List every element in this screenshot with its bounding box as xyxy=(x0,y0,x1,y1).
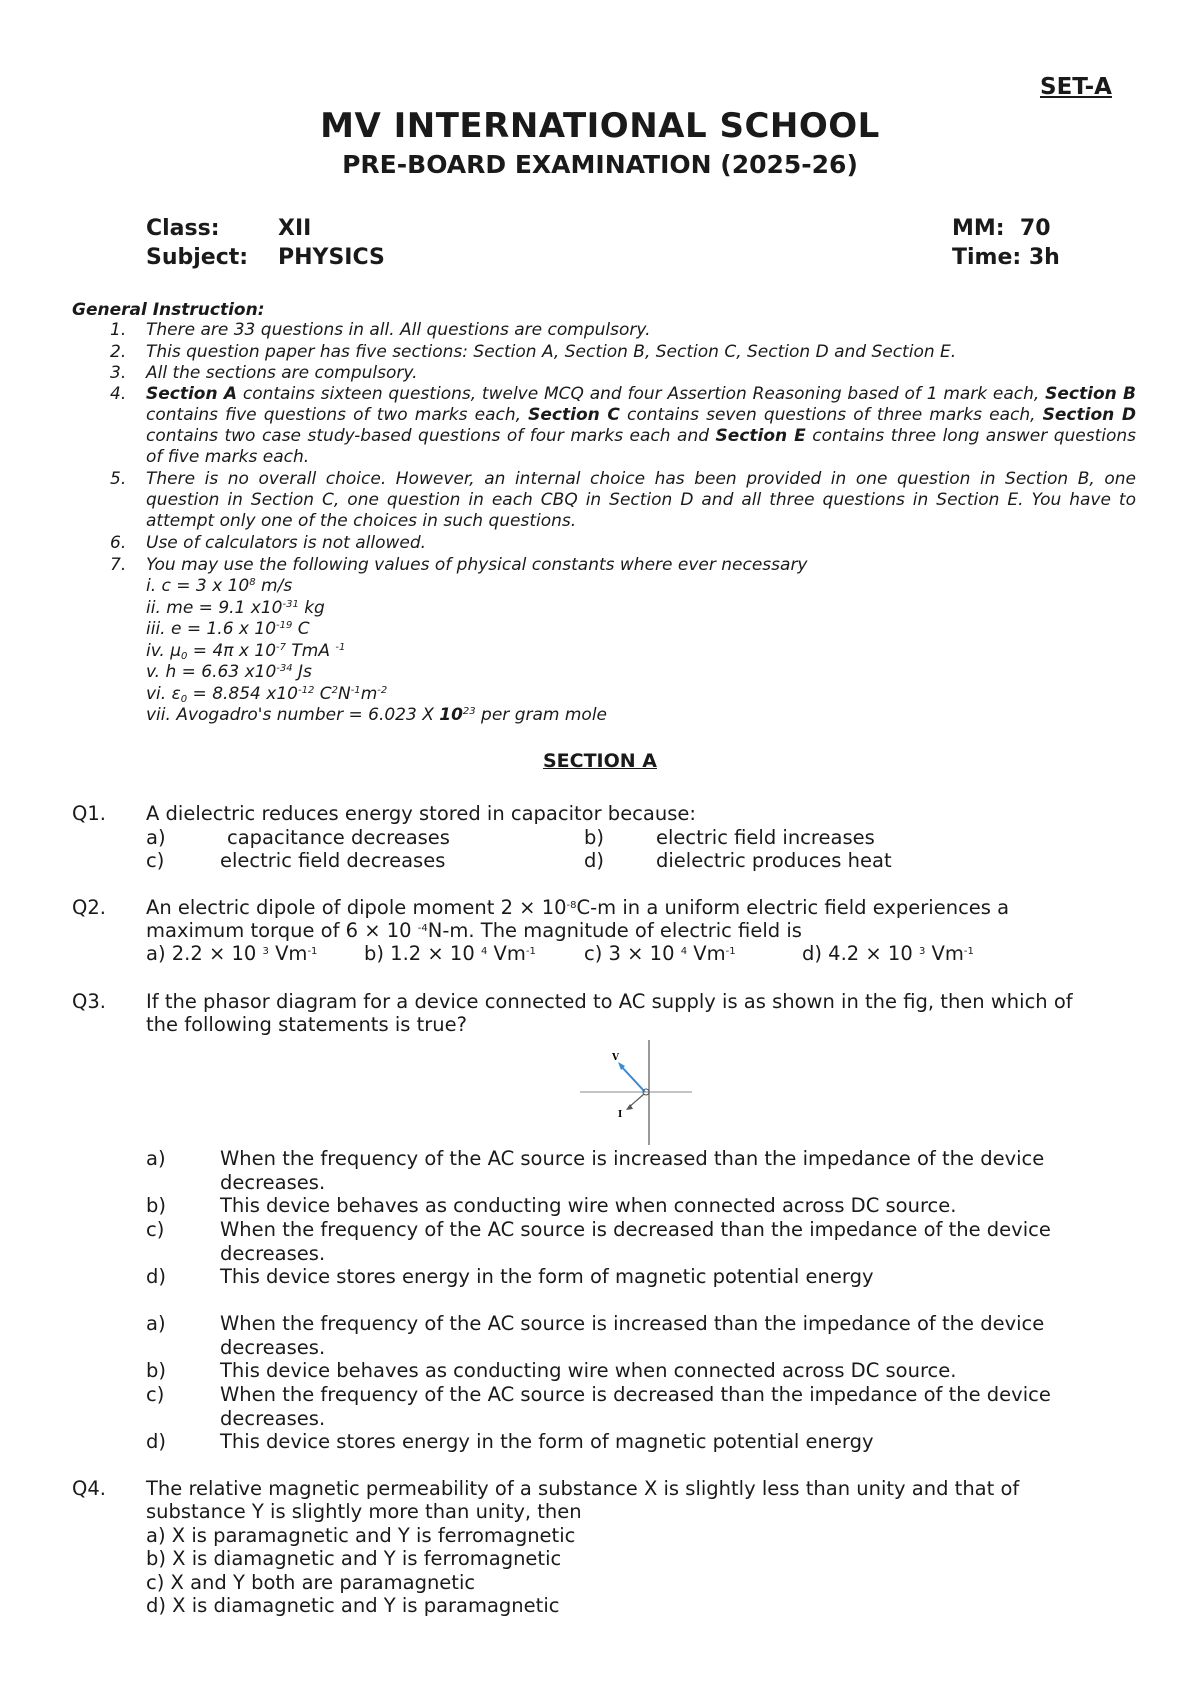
set-label: SET-A xyxy=(1040,74,1112,100)
q3-option-label: c) xyxy=(146,1218,165,1241)
instruction-number: 6. xyxy=(110,533,127,553)
instruction-text: contains seven questions of three marks each, xyxy=(619,405,1043,425)
q1-option-c: electric field decreases xyxy=(220,849,446,872)
instruction-item: There are 33 questions in all. All questions are compulsory. xyxy=(146,320,651,340)
q4-text-line1: The relative magnetic permeability of a substance X is slightly less than unity and that of xyxy=(146,1477,1020,1500)
q2-text-line2: maximum torque of 6 × 10 $^{-4}$N-m. The magnitude of electric field is xyxy=(146,919,802,942)
instruction-item: This question paper has five sections: Section A, Section B, Section C, Section D and Section E. xyxy=(146,342,957,362)
q4-option-c: c) X and Y both are paramagnetic xyxy=(146,1571,476,1594)
q3-option-label: a) xyxy=(146,1147,166,1170)
q3-option-text: This device stores energy in the form of magnetic potential energy xyxy=(220,1265,874,1288)
q3-option-text: This device behaves as conducting wire when connected across DC source. xyxy=(220,1359,957,1382)
q3-number: Q3. xyxy=(72,990,106,1013)
q2-option-d: d) 4.2 × 10 $^3$ $Vm^{-1}$ xyxy=(802,942,974,965)
q2-option-a: a) 2.2 × 10 $^3$ $Vm^{-1}$ xyxy=(146,942,318,965)
q3-option-label: d) xyxy=(146,1430,166,1453)
exam-title: PRE-BOARD EXAMINATION (2025-26) xyxy=(342,150,858,179)
q1-option-b-label: b) xyxy=(584,826,604,849)
voltage-phasor-arrow xyxy=(620,1065,645,1092)
class-value: XII xyxy=(278,216,312,241)
q4-option-b: b) X is diamagnetic and Y is ferromagnetic xyxy=(146,1547,562,1570)
q1-number: Q1. xyxy=(72,802,106,825)
instruction-number: 3. xyxy=(110,363,127,383)
q1-option-a-label: a) xyxy=(146,826,166,849)
instruction-number: 5. xyxy=(110,469,127,489)
instruction-text: contains two case study-based questions of four marks each and xyxy=(146,426,716,446)
instruction-item: All the sections are compulsory. xyxy=(146,363,418,383)
q1-text: A dielectric reduces energy stored in capacitor because: xyxy=(146,802,696,825)
subject-value: PHYSICS xyxy=(278,245,385,270)
section-a-ref: Section A xyxy=(146,384,238,404)
q3-option-text: When the frequency of the AC source is increased than the impedance of the device decreases. xyxy=(220,1147,1045,1194)
q3-option-label: b) xyxy=(146,1194,166,1217)
instruction-item: You may use the following values of physical constants where ever necessary xyxy=(146,555,808,575)
constant-epsilon0: vi. $\varepsilon_0 = 8.854$ $x10^{-12}$ $C^2N^{-1}m^{-2}$ xyxy=(146,684,388,705)
q2-option-c: c) 3 × 10 $^4$ $Vm^{-1}$ xyxy=(584,942,736,965)
q3-text-line2: the following statements is true? xyxy=(146,1013,467,1036)
q3-option-label: a) xyxy=(146,1312,166,1335)
current-label: I xyxy=(618,1110,623,1120)
school-name: MV INTERNATIONAL SCHOOL xyxy=(320,106,880,146)
instruction-number: 2. xyxy=(110,342,127,362)
q3-option-text: This device behaves as conducting wire when connected across DC source. xyxy=(220,1194,957,1217)
constant-me: ii. me = 9.1 $x10^{-31}$ kg xyxy=(146,598,325,618)
q3-option-text: When the frequency of the AC source is increased than the impedance of the device decreases. xyxy=(220,1312,1045,1359)
constant-e: iii. e = 1.6 x $10^{-19}$ C xyxy=(146,619,310,639)
q2-number: Q2. xyxy=(72,896,106,919)
constant-mu0: iv. $\mu_0 = 4\pi$ x $10^{-7}$ TmA $^{-1}$ xyxy=(146,641,346,662)
time-label: Time: xyxy=(952,245,1022,270)
instructions-title: General Instruction: xyxy=(72,300,265,320)
phasor-diagram xyxy=(580,1040,700,1145)
q3-option-text: This device stores energy in the form of magnetic potential energy xyxy=(220,1430,874,1453)
q3-text-line1: If the phasor diagram for a device connected to AC supply is as shown in the fig, then which of xyxy=(146,990,1073,1013)
q3-option-label: d) xyxy=(146,1265,166,1288)
q4-number: Q4. xyxy=(72,1477,106,1500)
time-allowed xyxy=(952,245,1060,270)
q4-option-d: d) X is diamagnetic and Y is paramagnetic xyxy=(146,1594,560,1617)
instruction-text: contains five questions of two marks each, xyxy=(146,405,529,425)
section-e-ref: Section E xyxy=(715,426,806,446)
instruction-text: contains sixteen questions, twelve MCQ and four Assertion Reasoning based of 1 mark each, xyxy=(237,384,1046,404)
max-marks-value: 70 xyxy=(1019,216,1051,241)
time-value: 3h xyxy=(1028,245,1060,270)
instruction-number: 4. xyxy=(110,384,127,404)
section-d-ref: Section D xyxy=(1042,405,1137,425)
section-b-ref: Section B xyxy=(1045,384,1136,404)
q1-option-d-label: d) xyxy=(584,849,604,872)
q3-option-text: When the frequency of the AC source is decreased than the impedance of the device decreases. xyxy=(220,1218,1051,1265)
constant-h: v. h = 6.63 $x10^{-34}$ Js xyxy=(146,662,312,682)
q3-option-label: b) xyxy=(146,1359,166,1382)
instruction-text: contains three long answer questions of five marks each. xyxy=(146,426,1136,467)
q1-option-a: capacitance decreases xyxy=(227,826,450,849)
constant-avogadro: vii. Avogadro's number = 6.023 X $10^{23}$ per gram mole xyxy=(146,705,608,725)
q4-option-a: a) X is paramagnetic and Y is ferromagnetic xyxy=(146,1524,576,1547)
instruction-item xyxy=(146,384,1136,468)
instruction-number: 1. xyxy=(110,320,127,340)
instruction-number: 7. xyxy=(110,555,127,575)
section-a-heading: SECTION A xyxy=(542,750,657,772)
voltage-label: V xyxy=(612,1053,619,1063)
constant-c: i. c = 3 x $10^8$ m/s xyxy=(146,576,293,596)
q4-text-line2: substance Y is slightly more than unity, then xyxy=(146,1500,582,1523)
q2-text-line1: An electric dipole of dipole moment $2 \times 10^{-8}C-m$ in a uniform electric field experiences a xyxy=(146,896,1010,919)
instruction-item: Use of calculators is not allowed. xyxy=(146,533,427,553)
q1-option-b: electric field increases xyxy=(656,826,875,849)
subject-label: Subject: xyxy=(146,245,249,270)
q2-option-b: b) 1.2 × 10 $^4$ $Vm^{-1}$ xyxy=(364,942,536,965)
instruction-item: There is no overall choice. However, an internal choice has been provided in one question in Section B, one question in Section C, one question in each CBQ in Section D and all three questions in Section E. You have to attempt only one of the choices in such questions. xyxy=(146,469,1136,531)
q3-option-label: c) xyxy=(146,1383,165,1406)
class-label: Class: xyxy=(146,216,220,241)
max-marks xyxy=(952,216,1051,241)
section-c-ref: Section C xyxy=(528,405,620,425)
q1-option-d: dielectric produces heat xyxy=(656,849,892,872)
max-marks-label: MM: xyxy=(952,216,1005,241)
q3-option-text: When the frequency of the AC source is decreased than the impedance of the device decreases. xyxy=(220,1383,1051,1430)
q1-option-c-label: c) xyxy=(146,849,165,872)
